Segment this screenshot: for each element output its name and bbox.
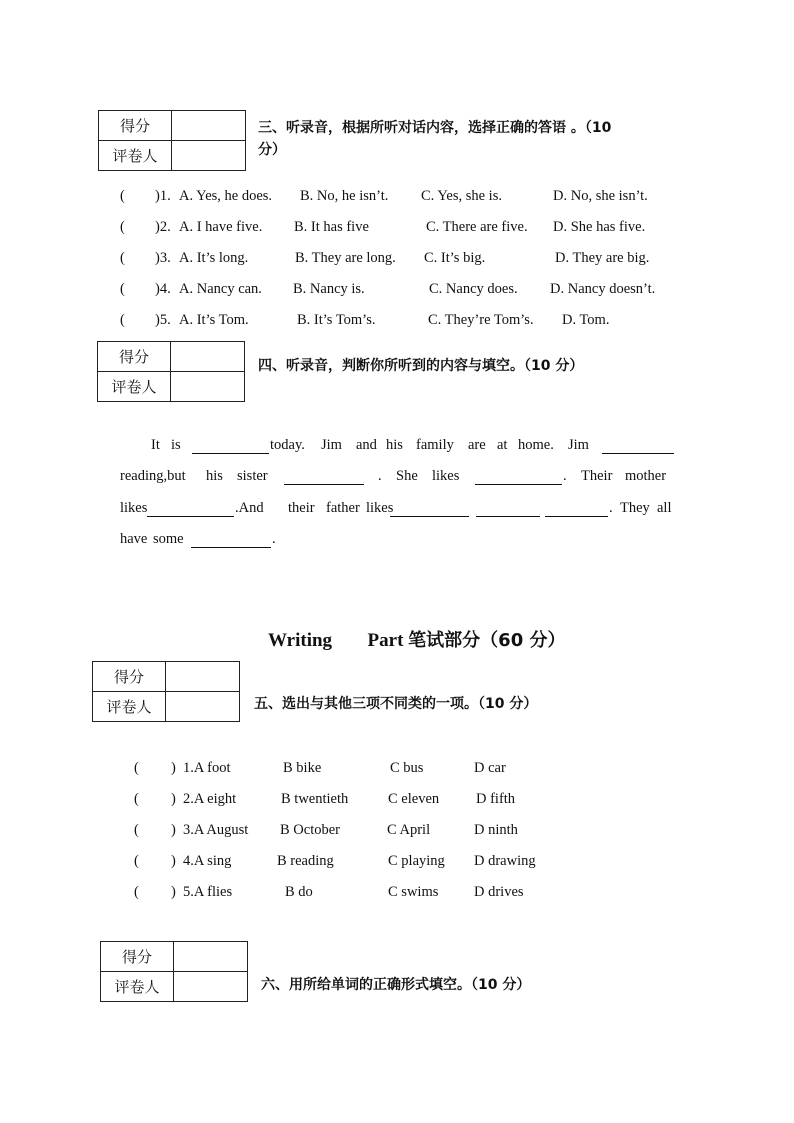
section5-question-4 <box>134 851 554 871</box>
word: his <box>206 468 223 484</box>
word: She <box>396 468 418 484</box>
score-blank[interactable] <box>172 111 246 141</box>
score-box-section5 <box>92 661 240 722</box>
score-box-section4 <box>97 341 245 402</box>
word: at <box>497 437 508 453</box>
word: They <box>620 500 650 516</box>
option-a: 2.A eight <box>183 791 237 807</box>
section3-title-line2: 分） <box>258 142 286 158</box>
option-a: A. It’s long. <box>179 250 249 266</box>
option-d: D. Nancy doesn’t. <box>550 281 656 297</box>
option-c: C. It’s big. <box>424 250 486 266</box>
answer-close-paren: ) <box>171 853 176 869</box>
score-blank[interactable] <box>166 662 240 692</box>
fill-blank[interactable] <box>192 439 269 454</box>
option-d: D. She has five. <box>553 219 646 235</box>
grader-blank[interactable] <box>174 972 248 1002</box>
score-box-section3 <box>98 110 246 171</box>
answer-open-paren[interactable]: ( <box>134 884 139 900</box>
option-d: D drawing <box>474 853 536 869</box>
word: is <box>171 437 181 453</box>
word: It <box>151 437 160 453</box>
heading-writing: Writing <box>268 630 333 651</box>
section3-title-line1: 三、听录音，根据所听对话内容，选择正确的答语 。（10 <box>258 120 612 136</box>
answer-paren[interactable]: ( <box>120 219 125 235</box>
word: likes <box>120 500 148 516</box>
grader-blank[interactable] <box>171 372 245 402</box>
fill-blank[interactable] <box>545 502 608 517</box>
option-b: B. No, he isn’t. <box>300 188 389 204</box>
option-d: D ninth <box>474 822 518 838</box>
grader-blank[interactable] <box>166 692 240 722</box>
option-c: C bus <box>390 760 424 776</box>
score-label: 得分 <box>98 342 171 372</box>
option-c: C swims <box>388 884 439 900</box>
option-d: D. No, she isn’t. <box>553 188 648 204</box>
option-c: C. They’re Tom’s. <box>428 312 534 328</box>
option-c: C playing <box>388 853 445 869</box>
score-box-section6 <box>100 941 248 1002</box>
answer-open-paren[interactable]: ( <box>134 853 139 869</box>
option-c: C eleven <box>388 791 440 807</box>
option-a: 3.A August <box>183 822 249 838</box>
option-d: D drives <box>474 884 524 900</box>
option-b: B twentieth <box>281 791 349 807</box>
option-d: D. They are big. <box>555 250 650 266</box>
grader-label: 评卷人 <box>93 692 166 722</box>
answer-open-paren[interactable]: ( <box>134 791 139 807</box>
grader-label: 评卷人 <box>98 372 171 402</box>
score-label: 得分 <box>101 942 174 972</box>
grader-label: 评卷人 <box>99 141 172 171</box>
section5-title: 五、选出与其他三项不同类的一项。（10 分） <box>254 696 538 712</box>
fill-blank[interactable] <box>147 502 234 517</box>
question-number: )2. <box>155 219 171 235</box>
question-number: )3. <box>155 250 171 266</box>
option-a: A. It’s Tom. <box>179 312 249 328</box>
fill-blank[interactable] <box>476 502 540 517</box>
section3-question-1 <box>120 186 680 206</box>
word: reading,but <box>120 468 186 484</box>
option-b: B October <box>280 822 340 838</box>
word: Jim <box>321 437 342 453</box>
section3-question-5 <box>120 310 680 330</box>
word: all <box>657 500 672 516</box>
word: family <box>416 437 454 453</box>
fill-blank[interactable] <box>475 470 562 485</box>
answer-paren[interactable]: ( <box>120 250 125 266</box>
fill-blank[interactable] <box>602 439 674 454</box>
section4-paragraph-line1 <box>120 435 680 455</box>
word: some <box>153 531 184 547</box>
word: Jim <box>568 437 589 453</box>
question-number: )5. <box>155 312 171 328</box>
option-b: B. Nancy is. <box>293 281 365 297</box>
word: . <box>378 468 382 484</box>
answer-open-paren[interactable]: ( <box>134 760 139 776</box>
option-b: B bike <box>283 760 322 776</box>
option-d: D car <box>474 760 506 776</box>
grader-blank[interactable] <box>172 141 246 171</box>
word: . <box>563 468 567 484</box>
answer-close-paren: ) <box>171 760 176 776</box>
score-blank[interactable] <box>174 942 248 972</box>
option-b: B. It’s Tom’s. <box>297 312 376 328</box>
answer-close-paren: ) <box>171 822 176 838</box>
fill-blank[interactable] <box>191 533 271 548</box>
word: father <box>326 500 360 516</box>
answer-paren[interactable]: ( <box>120 188 125 204</box>
writing-part-heading <box>268 626 566 652</box>
section3-title <box>258 117 611 161</box>
word: Their <box>581 468 613 484</box>
score-label: 得分 <box>99 111 172 141</box>
option-a: 5.A flies <box>183 884 233 900</box>
section5-question-1 <box>134 758 554 778</box>
option-b: B. It has five <box>294 219 369 235</box>
section6-title: 六、用所给单词的正确形式填空。（10 分） <box>261 977 531 993</box>
fill-blank[interactable] <box>390 502 469 517</box>
word: . <box>272 531 276 547</box>
answer-open-paren[interactable]: ( <box>134 822 139 838</box>
section5-question-5 <box>134 882 554 902</box>
grader-label: 评卷人 <box>101 972 174 1002</box>
question-number: )1. <box>155 188 171 204</box>
answer-close-paren: ) <box>171 791 176 807</box>
word: likes <box>432 468 460 484</box>
word: his <box>386 437 403 453</box>
option-c: C April <box>387 822 431 838</box>
option-a: 1.A foot <box>183 760 231 776</box>
section4-title: 四、听录音，判断你所听到的内容与填空。（10 分） <box>258 358 584 374</box>
option-b: B. They are long. <box>295 250 396 266</box>
section5-question-3 <box>134 820 554 840</box>
answer-paren[interactable]: ( <box>120 281 125 297</box>
word: likes <box>366 500 394 516</box>
section4-paragraph-line4 <box>120 529 680 549</box>
section4-paragraph-line3 <box>120 498 680 518</box>
word: . <box>609 500 613 516</box>
word: home. <box>518 437 554 453</box>
option-b: B reading <box>277 853 334 869</box>
section3-question-4 <box>120 279 680 299</box>
word: sister <box>237 468 268 484</box>
option-a: A. I have five. <box>179 219 263 235</box>
answer-close-paren: ) <box>171 884 176 900</box>
word: .And <box>235 500 264 516</box>
section4-paragraph-line2 <box>120 466 680 486</box>
section3-question-3 <box>120 248 680 268</box>
section3-question-2 <box>120 217 680 237</box>
option-a: A. Nancy can. <box>179 281 262 297</box>
fill-blank[interactable] <box>284 470 364 485</box>
option-d: D fifth <box>476 791 516 807</box>
option-b: B do <box>285 884 313 900</box>
option-a: 4.A sing <box>183 853 232 869</box>
score-blank[interactable] <box>171 342 245 372</box>
answer-paren[interactable]: ( <box>120 312 125 328</box>
option-d: D. Tom. <box>562 312 610 328</box>
word: are <box>468 437 486 453</box>
option-c: C. Nancy does. <box>429 281 518 297</box>
option-c: C. There are five. <box>426 219 528 235</box>
question-number: )4. <box>155 281 171 297</box>
word: and <box>356 437 377 453</box>
score-label: 得分 <box>93 662 166 692</box>
heading-cn: 笔试部分（60 分） <box>408 630 566 651</box>
heading-part: Part <box>367 630 404 651</box>
word: mother <box>625 468 667 484</box>
section5-question-2 <box>134 789 554 809</box>
word: have <box>120 531 148 547</box>
option-c: C. Yes, she is. <box>421 188 502 204</box>
word: their <box>288 500 315 516</box>
word: today. <box>270 437 305 453</box>
option-a: A. Yes, he does. <box>179 188 273 204</box>
